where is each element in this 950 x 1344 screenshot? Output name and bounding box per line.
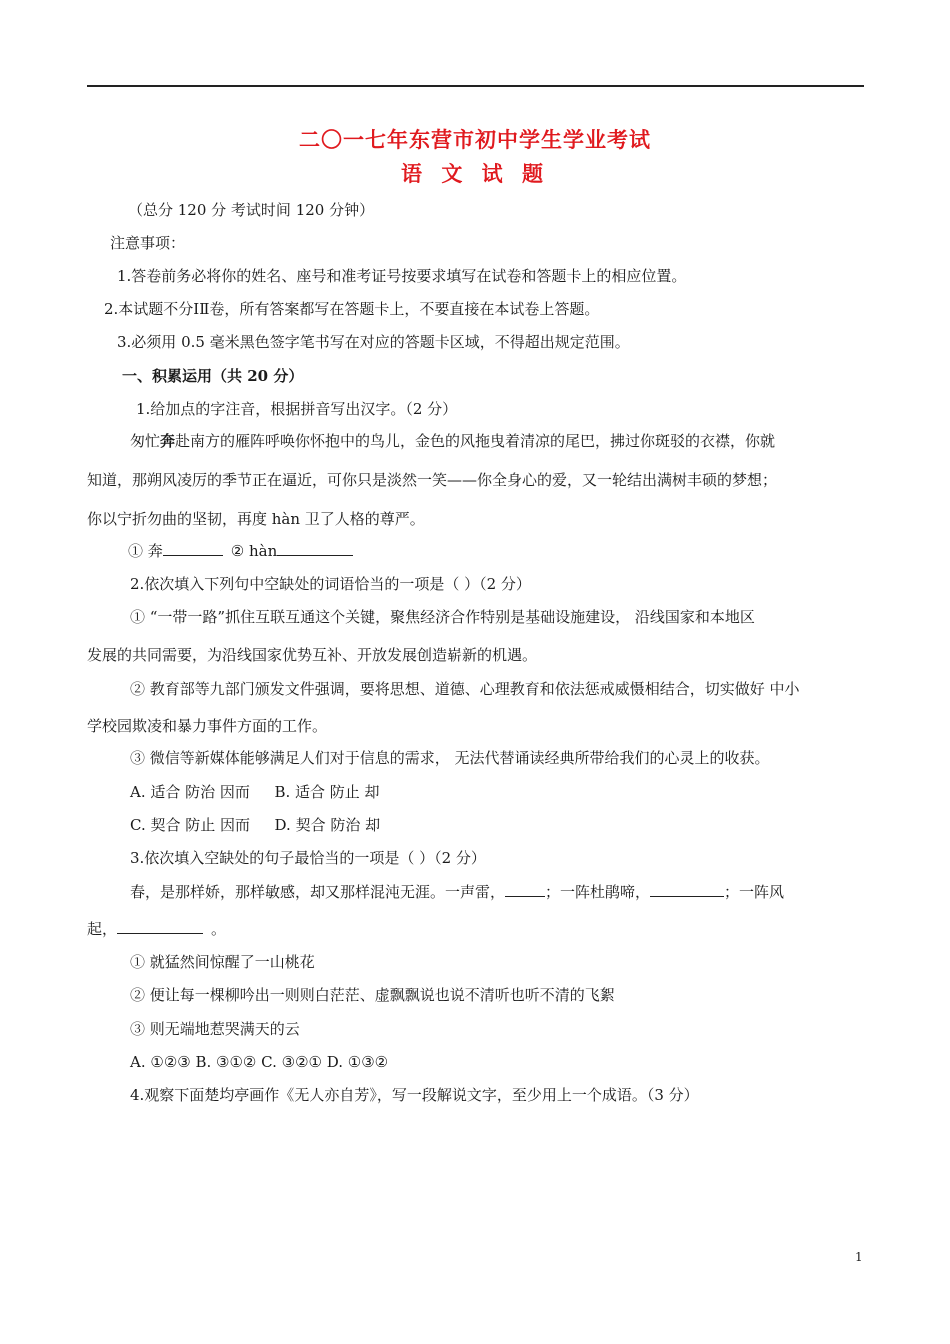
- q3-choice-3: ③ 则无端地惹哭满天的云: [130, 1020, 300, 1038]
- q3-options: A. ①②③ B. ③①② C. ③②① D. ①③②: [130, 1053, 389, 1071]
- answer-blank[interactable]: [650, 882, 724, 897]
- notice-item: 3.必须用 0.5 毫米黑色签字笔书写在对应的答题卡区域，不得超出规定范围。: [117, 333, 630, 351]
- q3-passage-line1: 春，是那样娇，那样敏感，却又那样混沌无涯。一声雷， ；一阵杜鹃啼， ；一阵风: [130, 883, 785, 901]
- header-rule: [87, 85, 864, 87]
- q1-passage-line2: 知道，那朔风凌厉的季节正在逼近，可你只是淡然一笑——你全身心的爱，又一轮结出满树丰硕的梦想；: [87, 471, 778, 489]
- page-number: 1: [855, 1250, 863, 1264]
- q2-options-ab: A. 适合 防治 因而 B. 适合 防止 却: [130, 783, 380, 801]
- q3-passage-line2: 起， 。: [87, 920, 227, 938]
- q2-options-cd: C. 契合 防止 因而 D. 契合 防治 却: [130, 816, 381, 834]
- exam-subtitle: 语 文 试 题: [401, 161, 549, 186]
- notice-item: 1.答卷前务必将你的姓名、座号和准考证号按要求填写在试卷和答题卡上的相应位置。: [117, 267, 687, 285]
- q3-stem: 3.依次填入空缺处的句子最恰当的一项是（ ）（2 分）: [130, 849, 486, 867]
- q4-stem: 4.观察下面楚均亭画作《无人亦自芳》，写一段解说文字，至少用上一个成语。（3 分）: [130, 1086, 699, 1104]
- answer-blank[interactable]: [163, 541, 223, 556]
- notice-item: 2.本试题不分ⅠⅡ卷，所有答案都写在答题卡上，不要直接在本试卷上答题。: [104, 300, 600, 318]
- q2-stem: 2.依次填入下列句中空缺处的词语恰当的一项是（ ）（2 分）: [130, 575, 531, 593]
- notice-heading: 注意事项：: [110, 234, 186, 252]
- q3-choice-1: ① 就猛然间惊醒了一山桃花: [130, 953, 315, 971]
- exam-title: 二〇一七年东营市初中学生学业考试: [299, 127, 651, 152]
- q2-sentence2-line2: 学校园欺凌和暴力事件方面的工作。: [87, 717, 328, 735]
- q2-sentence3: ③ 微信等新媒体能够满足人们对于信息的需求， 无法代替诵读经典所带给我们的心灵上的收获。: [130, 749, 770, 767]
- q2-sentence2-line1: ② 教育部等九部门颁发文件强调，要将思想、道德、心理教育和依法惩戒威慑相结合，切实做好 中小: [130, 680, 800, 698]
- section-heading: 一、积累运用（共 20 分）: [122, 367, 304, 385]
- q1-answer-line: ① 奔 ② hàn: [128, 541, 353, 561]
- q1-passage-line1: 匆忙奔赴南方的雁阵呼唤你怀抱中的鸟儿，金色的风拖曳着清凉的尾巴，拂过你斑驳的衣襟，你就: [130, 432, 776, 450]
- answer-blank[interactable]: [117, 919, 203, 934]
- answer-blank[interactable]: [277, 541, 353, 556]
- q1-passage-line3: 你以宁折勿曲的坚韧，再度 hàn 卫了人格的尊严。: [87, 510, 425, 528]
- q3-choice-2: ② 便让每一棵柳吟出一则则白茫茫、虚飘飘说也说不清听也听不清的飞絮: [130, 986, 615, 1004]
- answer-blank[interactable]: [505, 882, 545, 897]
- q1-stem: 1.给加点的字注音，根据拼音写出汉字。（2 分）: [136, 400, 458, 418]
- q2-sentence1-line1: ① “一带一路”抓住互联互通这个关键，聚焦经济合作特别是基础设施建设， 沿线国家和本地区: [130, 608, 755, 626]
- q2-sentence1-line2: 发展的共同需要，为沿线国家优势互补、开放发展创造崭新的机遇。: [87, 646, 538, 664]
- dotted-char: 奔: [160, 432, 176, 450]
- exam-meta: （总分 120 分 考试时间 120 分钟）: [128, 201, 375, 219]
